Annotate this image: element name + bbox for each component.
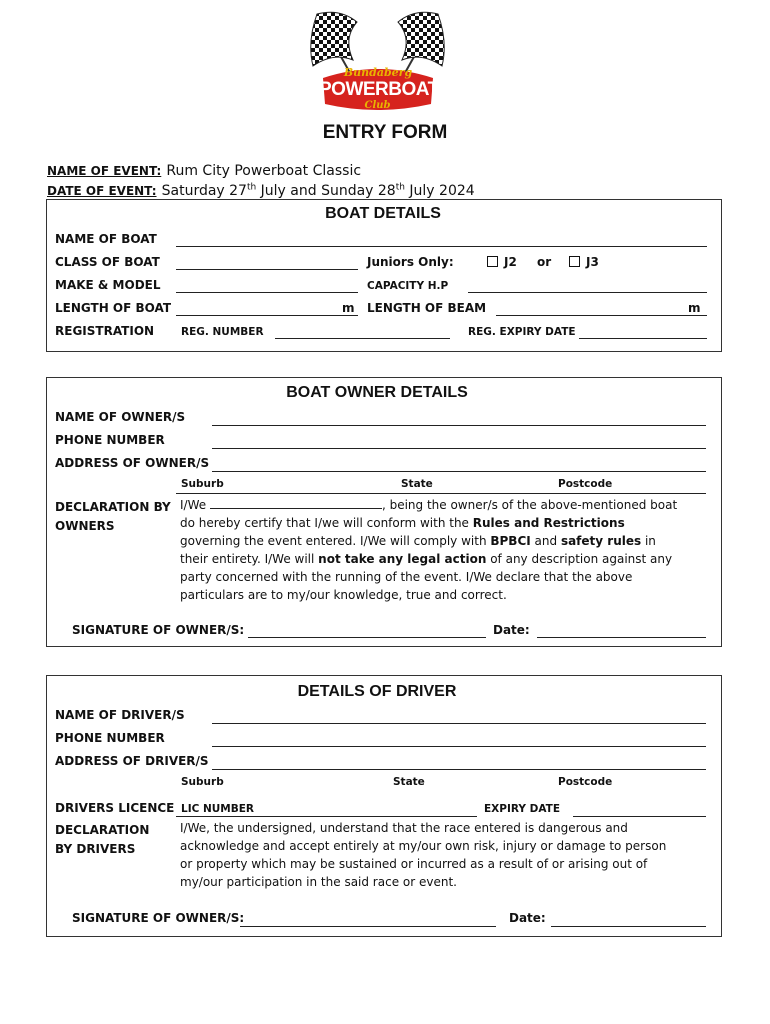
event-name-label: NAME OF EVENT: xyxy=(47,164,162,178)
driver-name-label: NAME OF DRIVER/S xyxy=(55,708,185,722)
lic-number-label: LIC NUMBER xyxy=(181,803,254,815)
event-name-value: Rum City Powerboat Classic xyxy=(166,163,362,179)
drivers-licence-label: DRIVERS LICENCE xyxy=(55,801,175,815)
lic-number-field[interactable] xyxy=(176,816,477,817)
event-date-label: DATE OF EVENT: xyxy=(47,184,157,198)
owner-details-title: BOAT OWNER DETAILS xyxy=(286,384,468,401)
boat-length-unit: m xyxy=(342,301,355,315)
owner-phone-field[interactable] xyxy=(212,448,706,449)
capacity-hp-field[interactable] xyxy=(468,292,707,293)
driver-address-field[interactable] xyxy=(212,769,706,770)
make-model-label: MAKE & MODEL xyxy=(55,278,161,292)
j3-label: J3 xyxy=(586,255,599,269)
driver-signature-label: SIGNATURE OF OWNER/S: xyxy=(72,911,245,925)
driver-postcode-label: Postcode xyxy=(558,776,613,788)
logo-text-powerboat: POWERBOAT xyxy=(319,79,439,100)
licence-expiry-label: EXPIRY DATE xyxy=(484,803,561,815)
driver-phone-label: PHONE NUMBER xyxy=(55,731,165,745)
driver-signature-field[interactable] xyxy=(240,926,496,927)
driver-date-label: Date: xyxy=(509,911,546,925)
owner-declaration-name-field[interactable] xyxy=(210,496,382,509)
boat-length-field[interactable] xyxy=(176,315,358,316)
owner-suburb-label: Suburb xyxy=(181,478,224,490)
driver-details-title: DETAILS OF DRIVER xyxy=(297,683,457,700)
owner-address-label: ADDRESS OF OWNER/S xyxy=(55,456,210,470)
beam-length-unit: m xyxy=(688,301,701,315)
boat-class-field[interactable] xyxy=(176,269,358,270)
reg-number-label: REG. NUMBER xyxy=(181,326,264,338)
j2-option[interactable] xyxy=(487,255,517,269)
logo-text-bundaberg: Bundaberg xyxy=(343,66,413,79)
owner-declaration-text: I/We , being the owner/s of the above-mentioned boat do hereby certify that I/we will conform with the Rules and Restrictions governing the event entered. I/We will comply with BPBCI and safety rules in their entirety. I/We will not take any legal action of any description against any party concerned with the running of the event. I/We declare that the above particulars are to my/our knowledge, true and correct. xyxy=(180,498,678,602)
event-date-row xyxy=(47,180,475,199)
driver-declaration-label: DECLARATION BY DRIVERS xyxy=(55,823,150,856)
driver-name-field[interactable] xyxy=(212,723,706,724)
reg-expiry-label: REG. EXPIRY DATE xyxy=(468,326,576,338)
reg-expiry-field[interactable] xyxy=(579,338,707,339)
driver-phone-field[interactable] xyxy=(212,746,706,747)
owner-state-label: State xyxy=(401,478,433,490)
driver-declaration-text: I/We, the undersigned, understand that the race entered is dangerous and acknowledge and accept entirely at my/our own risk, injury or damage to person or property which may be sustained or incurred as a result of or arising out of my/our participation in the said race or event. xyxy=(180,821,667,889)
driver-state-label: State xyxy=(393,776,425,788)
j2-label: J2 xyxy=(504,255,517,269)
licence-expiry-field[interactable] xyxy=(573,816,706,817)
boat-name-label: NAME OF BOAT xyxy=(55,232,157,246)
owner-suburb-field[interactable] xyxy=(176,493,706,494)
club-logo xyxy=(295,8,460,118)
registration-label: REGISTRATION xyxy=(55,324,155,338)
capacity-hp-label: CAPACITY H.P xyxy=(367,280,449,292)
driver-date-field[interactable] xyxy=(551,926,706,927)
owner-name-field[interactable] xyxy=(212,425,706,426)
juniors-only-label: Juniors Only: xyxy=(367,255,454,269)
driver-suburb-label: Suburb xyxy=(181,776,224,788)
event-date-value: Saturday 27th July and Sunday 28th July 2024 xyxy=(161,182,475,199)
j3-checkbox[interactable] xyxy=(569,256,580,267)
j3-option[interactable] xyxy=(569,255,599,269)
logo-text-club: Club xyxy=(364,100,391,111)
boat-class-label: CLASS OF BOAT xyxy=(55,255,160,269)
boat-details-title: BOAT DETAILS xyxy=(325,205,441,222)
boat-length-label: LENGTH OF BOAT xyxy=(55,301,172,315)
owner-address-field[interactable] xyxy=(212,471,706,472)
driver-address-label: ADDRESS OF DRIVER/S xyxy=(55,754,209,768)
owner-signature-field[interactable] xyxy=(248,637,486,638)
event-name-row xyxy=(47,160,361,179)
owner-declaration-label: DECLARATION BY OWNERS xyxy=(55,500,171,533)
beam-length-label: LENGTH OF BEAM xyxy=(367,301,487,315)
or-label: or xyxy=(537,255,552,269)
beam-length-field[interactable] xyxy=(496,315,707,316)
form-title: ENTRY FORM xyxy=(322,122,448,143)
make-model-field[interactable] xyxy=(176,292,358,293)
owner-phone-label: PHONE NUMBER xyxy=(55,433,165,447)
owner-date-field[interactable] xyxy=(537,637,706,638)
owner-name-label: NAME OF OWNER/S xyxy=(55,410,186,424)
owner-postcode-label: Postcode xyxy=(558,478,613,490)
owner-signature-label: SIGNATURE OF OWNER/S: xyxy=(72,623,245,637)
j2-checkbox[interactable] xyxy=(487,256,498,267)
owner-date-label: Date: xyxy=(493,623,530,637)
boat-name-field[interactable] xyxy=(176,246,707,247)
reg-number-field[interactable] xyxy=(275,338,450,339)
